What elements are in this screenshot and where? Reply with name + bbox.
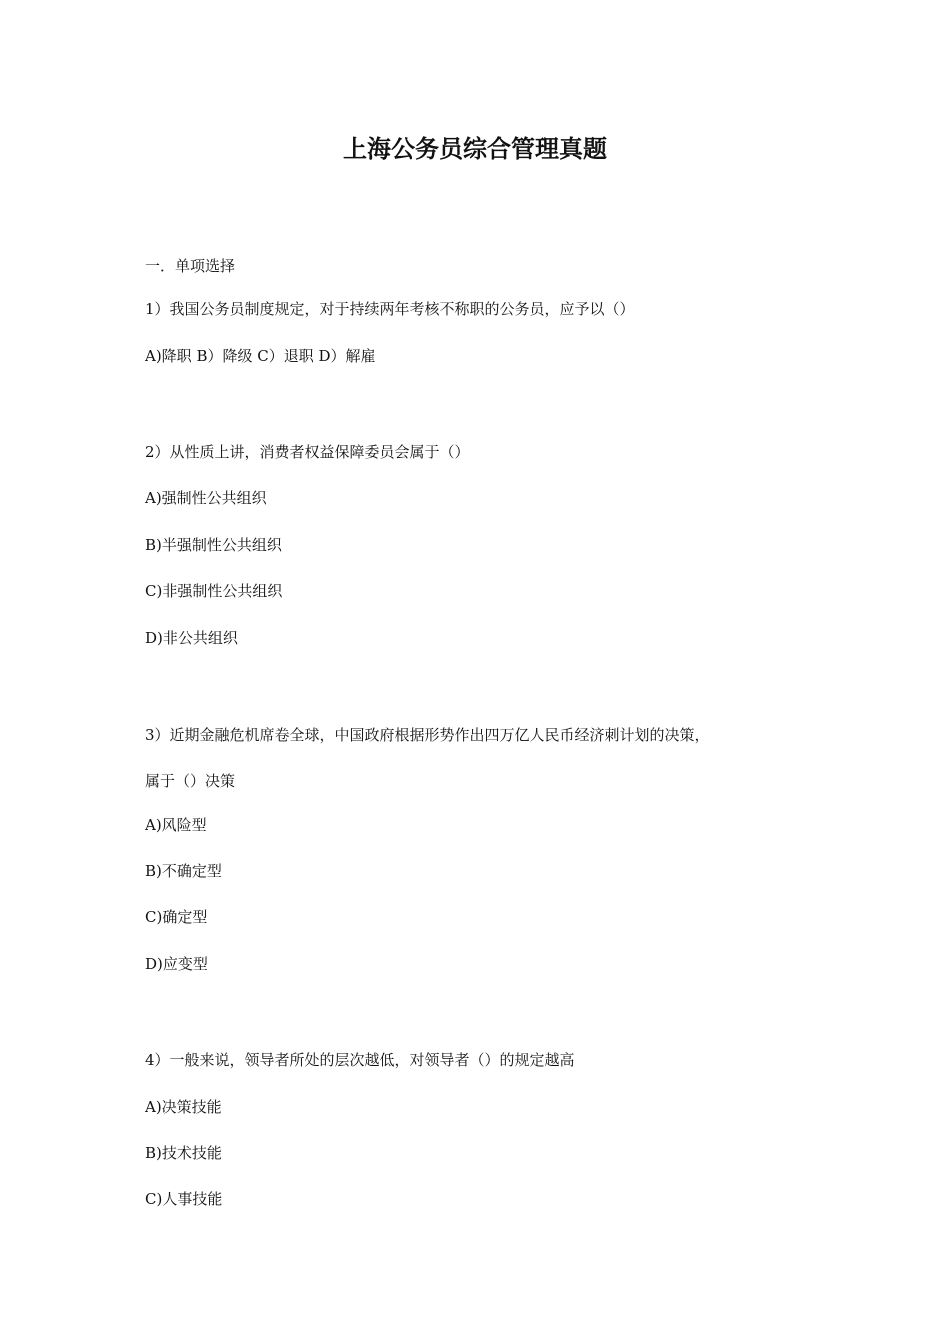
question-3-option-a: A)风险型: [145, 816, 207, 834]
question-2-option-d: D)非公共组织: [145, 629, 238, 647]
question-3-option-b: B)不确定型: [145, 862, 222, 880]
question-2-option-a: A)强制性公共组织: [145, 489, 267, 507]
question-3-option-d: D)应变型: [145, 955, 208, 973]
question-1-stem: 1）我国公务员制度规定，对于持续两年考核不称职的公务员，应予以（）: [145, 300, 635, 318]
question-4-option-a: A)决策技能: [145, 1098, 222, 1116]
question-2-option-c: C)非强制性公共组织: [145, 582, 283, 600]
question-3-stem: 3）近期金融危机席卷全球，中国政府根据形势作出四万亿人民币经济刺计划的决策，: [145, 726, 710, 744]
question-2-stem: 2）从性质上讲，消费者权益保障委员会属于（）: [145, 443, 470, 461]
question-3-option-c: C)确定型: [145, 908, 208, 926]
question-1-options: A)降职 B）降级 C）退职 D）解雇: [145, 347, 376, 365]
document-title: 上海公务员综合管理真题: [343, 135, 607, 163]
question-3-stem-continued: 属于（）决策: [145, 772, 236, 790]
question-4-option-b: B)技术技能: [145, 1144, 222, 1162]
question-4-option-c: C)人事技能: [145, 1190, 223, 1208]
question-2-option-b: B)半强制性公共组织: [145, 536, 282, 554]
question-4-stem: 4）一般来说，领导者所处的层次越低，对领导者（）的规定越高: [145, 1051, 575, 1069]
section-heading: 一．单项选择: [145, 257, 236, 275]
